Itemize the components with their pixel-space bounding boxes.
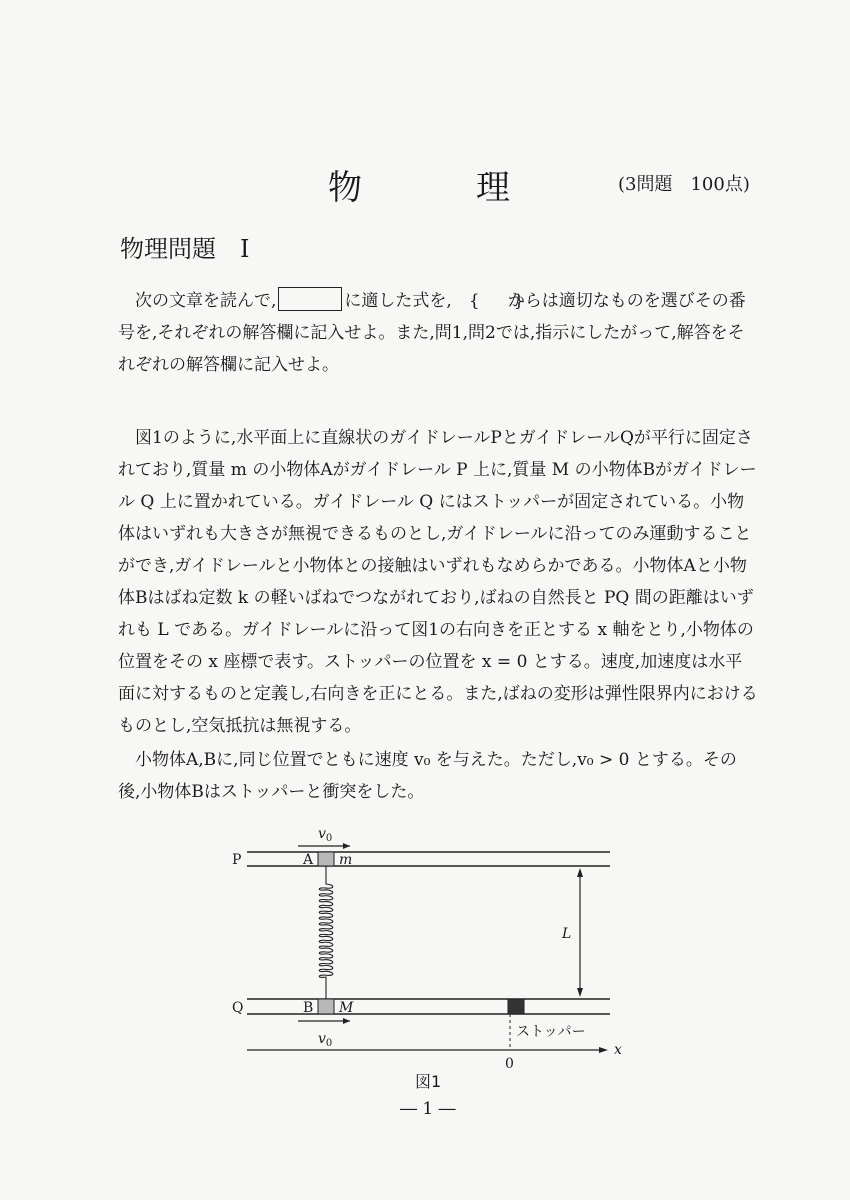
spring: [319, 866, 333, 999]
label-l: L: [562, 926, 572, 942]
page-title: 物 理: [328, 168, 510, 208]
label-mass-m: m: [339, 852, 353, 868]
block-a: [318, 852, 334, 866]
label-p: P: [232, 852, 242, 868]
initial-condition: 小物体A,Bに,同じ位置でともに速度 v₀ を与えた。ただし,v₀ > 0 とする。その後,小物体Bはストッパーと衝突をした。: [118, 750, 737, 802]
label-mass-big-m: M: [339, 1000, 354, 1016]
label-b: B: [303, 1000, 314, 1016]
label-x-axis: x: [614, 1042, 622, 1058]
label-a: A: [303, 852, 314, 868]
label-v0-top: $v_0$: [318, 826, 333, 844]
instructions-paragraph: 次の文章を読んで, に適した式を, { }からは適切なものを選びその番号を,それぞれの解答欄に記入せよ。また,問1,問2では,指示にしたがって,解答をそれぞれの解答欄に記入せよ。: [118, 285, 758, 381]
label-origin: 0: [505, 1056, 514, 1072]
page-number: ― 1 ―: [400, 1099, 456, 1119]
label-v0-bottom: $v_0$: [318, 1031, 333, 1049]
figure-caption: 図1: [415, 1072, 442, 1091]
block-b: [318, 999, 334, 1014]
problem-count: (3問題 100点): [618, 174, 750, 195]
stopper: [508, 999, 524, 1014]
label-q: Q: [232, 1000, 244, 1016]
section-heading: 物理問題 Ⅰ: [120, 235, 250, 263]
problem-statement: 図1のように,水平面上に直線状のガイドレールPとガイドレールQが平行に固定されており,質量 m の小物体Aがガイドレール P 上に,質量 M の小物体Bがガイドレール Q 上に置かれている。ガイドレール Q にはストッパーが固定されている。小物体はいずれも大きさが無視できるものとし,ガイドレールに沿ってのみ運動することができ,ガイドレールと小物体との接触はいずれもなめらかである。小物体Aと小物体Bはばね定数 k の軽いばねでつながれており,ばねの自然長と PQ 間の距離はいずれも L である。ガイドレールに沿って図1の右向きを正とする x 軸をとり,小物体の位置をその x 座標で表す。ストッパーの位置を x = 0 とする。速度,加速度は水平面に対するものと定義し,右向きを正にとる。また,ばねの変形は弾性限界内におけるものとし,空気抵抗は無視する。: [118, 428, 758, 736]
label-stopper: ストッパー: [516, 1024, 586, 1040]
brace-symbol: { }: [468, 291, 525, 311]
